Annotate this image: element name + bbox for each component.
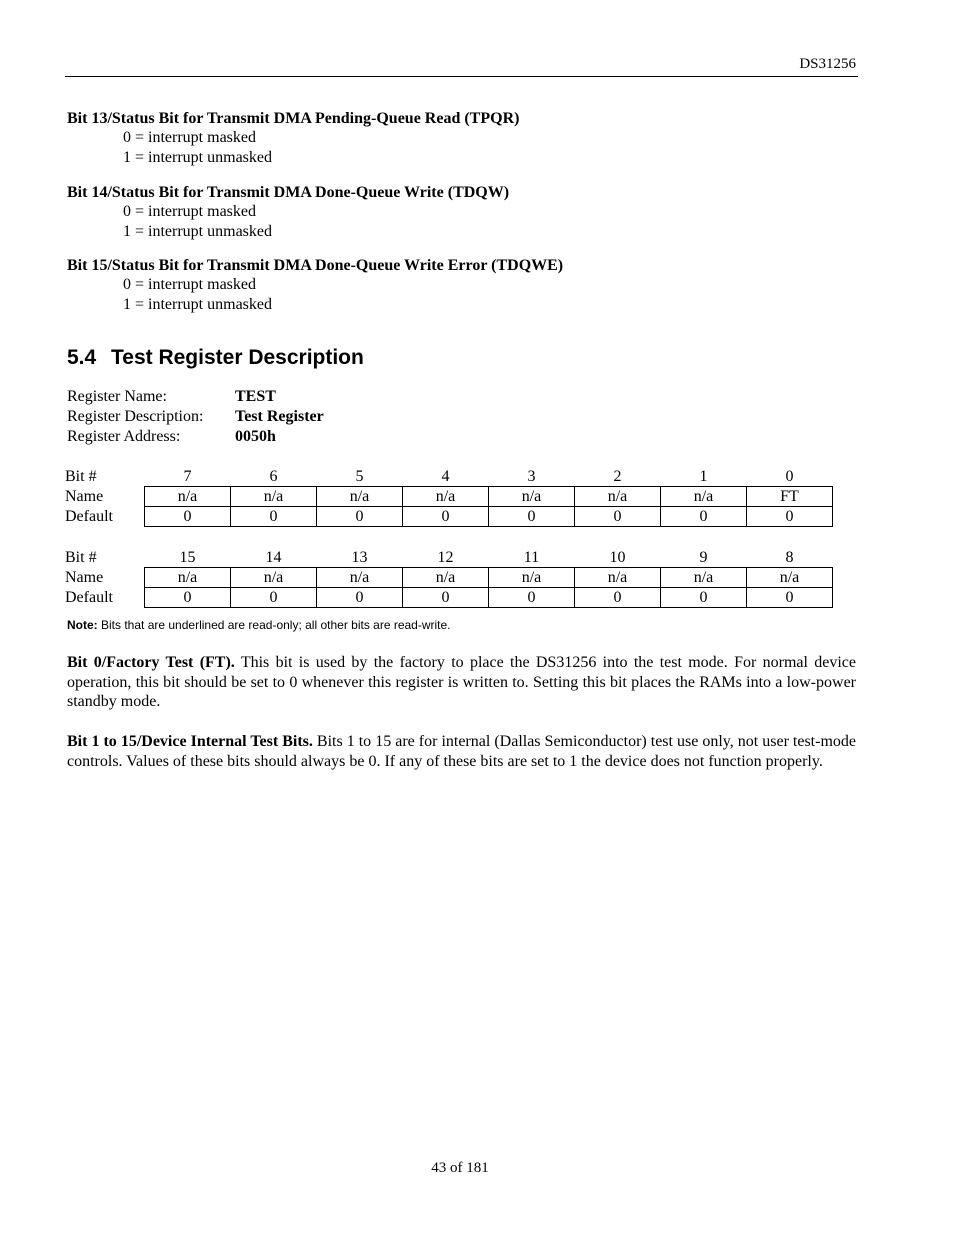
row-label: Bit # <box>65 468 97 486</box>
bit-name: n/a <box>489 487 575 507</box>
bit-default: 0 <box>747 588 833 608</box>
header-divider <box>65 76 858 77</box>
paragraph-lead: Bit 0/Factory Test (FT). <box>67 654 235 671</box>
paragraph-text: Bits 1 to 15 are for internal (Dallas Semiconductor) test use only, not user test-mode controls. Values of these bits should always be 0. If any of these bits are set to 1 the device does not function properly. <box>67 733 857 770</box>
bit-number: 15 <box>179 549 196 566</box>
page-number: 43 of 181 <box>431 1160 489 1176</box>
bit-default-row <box>65 507 833 527</box>
row-label: Bit # <box>65 549 97 567</box>
bit-number: 14 <box>265 549 282 566</box>
bit-default: 0 <box>145 588 231 608</box>
row-label: Name <box>65 488 104 505</box>
bit-default: 0 <box>403 588 489 608</box>
paragraph-lead: Bit 1 to 15/Device Internal Test Bits. <box>67 733 313 750</box>
bit-table-high <box>65 548 833 608</box>
bit-default: 0 <box>317 588 403 608</box>
bit-default: 0 <box>747 507 833 527</box>
bit-number: 8 <box>785 549 794 566</box>
bit14-description <box>67 183 867 242</box>
bit-name: FT <box>747 487 833 507</box>
bit-name: n/a <box>231 568 317 588</box>
bit-default: 0 <box>489 588 575 608</box>
bit-name: n/a <box>575 487 661 507</box>
bit-default: 0 <box>575 507 661 527</box>
register-name-value: TEST <box>235 388 276 405</box>
row-label: Name <box>65 569 104 586</box>
bit-name: n/a <box>661 568 747 588</box>
bit-name: n/a <box>489 568 575 588</box>
bit-table-low <box>65 467 833 527</box>
register-description-label: Register Description: <box>67 408 204 425</box>
bit-default: 0 <box>231 507 317 527</box>
bit15-description <box>67 256 867 315</box>
bit13-description <box>67 109 867 168</box>
register-info <box>67 387 324 447</box>
bit-number: 4 <box>441 468 450 485</box>
bit-option: 0 = interrupt masked <box>123 203 256 220</box>
bit-number: 2 <box>613 468 622 485</box>
bit-default: 0 <box>231 588 317 608</box>
bit-name: n/a <box>747 568 833 588</box>
section-title-text: Test Register Description <box>111 346 364 369</box>
bit-name: n/a <box>403 568 489 588</box>
bit-number: 11 <box>523 549 540 566</box>
bit-default-row <box>65 588 833 608</box>
bit-name: n/a <box>575 568 661 588</box>
note-text: Bits that are underlined are read-only; all other bits are read-write. <box>97 618 451 632</box>
bit-default: 0 <box>489 507 575 527</box>
bit-name-row <box>65 487 833 507</box>
document-id: DS31256 <box>799 56 856 72</box>
bit-default: 0 <box>403 507 489 527</box>
bit-name: n/a <box>403 487 489 507</box>
bit-title: Bit 13/Status Bit for Transmit DMA Pending-Queue Read (TPQR) <box>67 110 520 127</box>
bit-option: 1 = interrupt unmasked <box>123 296 272 313</box>
register-address-label: Register Address: <box>67 428 181 445</box>
bit-number: 13 <box>351 549 368 566</box>
bit-default: 0 <box>661 507 747 527</box>
bit-option: 1 = interrupt unmasked <box>123 223 272 240</box>
bit-default: 0 <box>317 507 403 527</box>
bit1-15-paragraph <box>67 732 856 771</box>
bit-default: 0 <box>575 588 661 608</box>
section-heading <box>67 346 364 370</box>
bit-number: 6 <box>269 468 278 485</box>
bit-number: 0 <box>785 468 794 485</box>
table-note <box>67 618 451 632</box>
bit-title: Bit 15/Status Bit for Transmit DMA Done-Queue Write Error (TDQWE) <box>67 257 564 274</box>
bit-name: n/a <box>317 568 403 588</box>
bit-number: 1 <box>699 468 708 485</box>
bit-number: 7 <box>183 468 192 485</box>
bit-name: n/a <box>145 487 231 507</box>
register-address-value: 0050h <box>235 428 276 445</box>
bit-number: 9 <box>699 549 708 566</box>
bit-option: 1 = interrupt unmasked <box>123 149 272 166</box>
bit-name: n/a <box>231 487 317 507</box>
bit-name-row <box>65 568 833 588</box>
row-label: Default <box>65 589 113 606</box>
bit-name: n/a <box>317 487 403 507</box>
bit-number-row <box>65 467 833 487</box>
bit-number: 12 <box>437 549 454 566</box>
bit-default: 0 <box>145 507 231 527</box>
row-label: Default <box>65 508 113 525</box>
bit-number: 10 <box>609 549 626 566</box>
note-label: Note: <box>67 618 98 632</box>
bit-number: 3 <box>527 468 536 485</box>
bit-default: 0 <box>661 588 747 608</box>
bit-number-row <box>65 548 833 568</box>
section-number: 5.4 <box>67 346 97 369</box>
bit-title: Bit 14/Status Bit for Transmit DMA Done-Queue Write (TDQW) <box>67 184 510 201</box>
bit-option: 0 = interrupt masked <box>123 276 256 293</box>
register-description-value: Test Register <box>235 408 324 425</box>
bit-name: n/a <box>661 487 747 507</box>
bit0-paragraph <box>67 653 856 712</box>
bit-option: 0 = interrupt masked <box>123 129 256 146</box>
bit-number: 5 <box>355 468 364 485</box>
bit-name: n/a <box>145 568 231 588</box>
paragraph-text: This bit is used by the factory to place the DS31256 into the test mode. For normal device operation, this bit should be set to 0 whenever this register is written to. Setting this bit places the RAMs into a low-power standby mode. <box>67 654 857 710</box>
register-name-label: Register Name: <box>67 388 167 405</box>
